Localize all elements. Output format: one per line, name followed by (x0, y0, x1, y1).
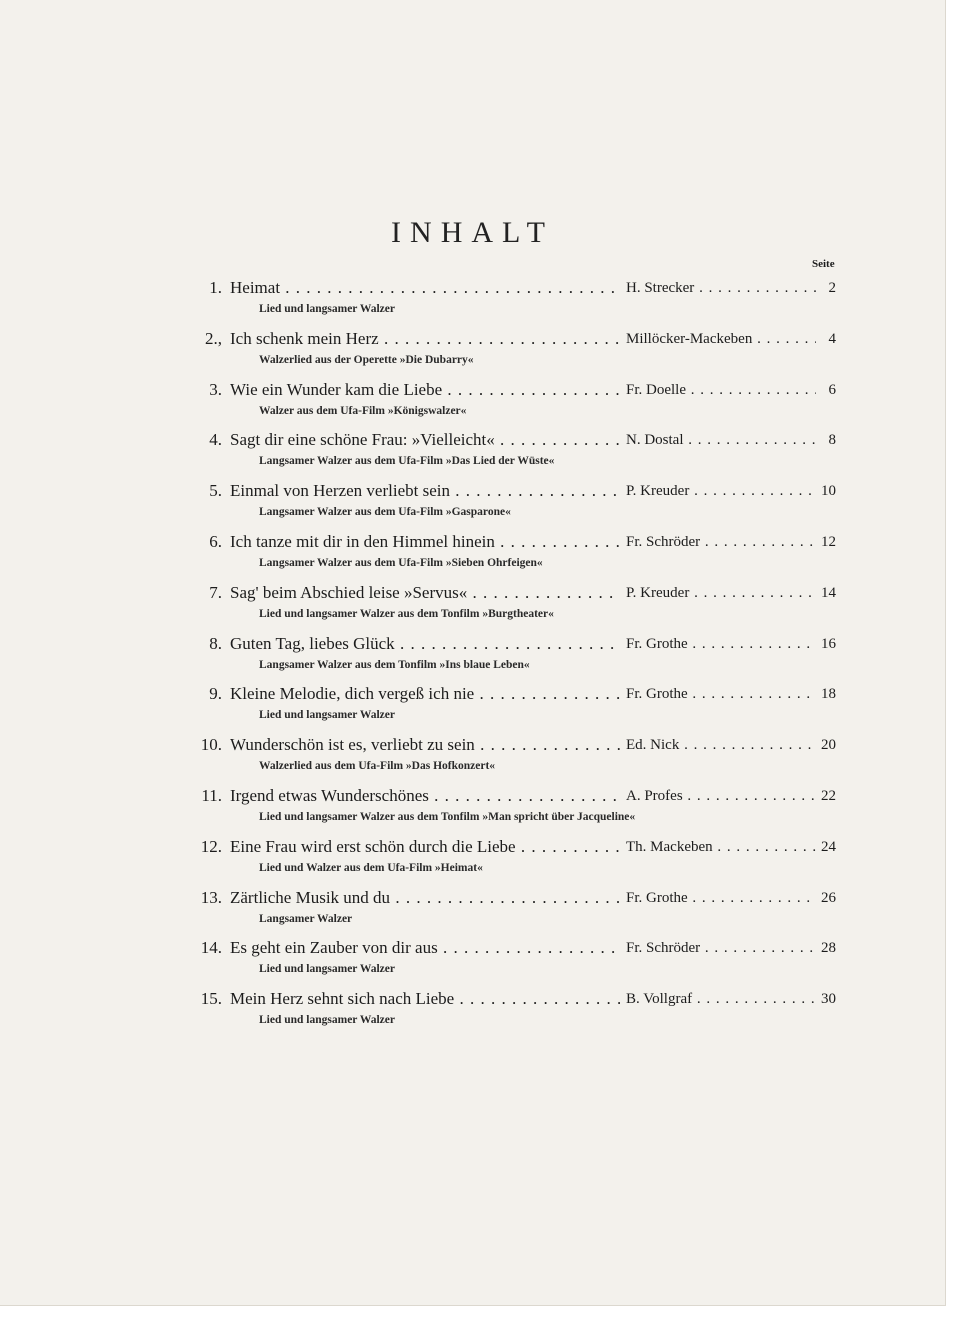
toc-entry-row (0, 428, 945, 452)
toc-entry (0, 479, 945, 531)
toc-entry (0, 784, 945, 836)
composer-name: Fr. Doelle . . . (626, 380, 816, 399)
toc-entry (0, 276, 945, 328)
song-title: Heimat . . . (230, 278, 620, 298)
page-number: 8 (828, 432, 836, 449)
entry-number: 10. (200, 735, 222, 755)
toc-entry-row (0, 276, 945, 300)
song-title: Es geht ein Zauber von dir aus . . . (230, 938, 620, 958)
page-number: 26 (821, 889, 836, 906)
song-title: Ich tanze mit dir in den Himmel hinein . . . (230, 532, 620, 552)
composer-name: N. Dostal . . . (626, 430, 816, 449)
toc-entry (0, 327, 945, 379)
song-title: Eine Frau wird erst schön durch die Liebe . . . (230, 837, 620, 857)
page-number: 30 (821, 991, 836, 1008)
page-title: INHALT (391, 216, 554, 249)
song-title: Mein Herz sehnt sich nach Liebe . . . (230, 989, 620, 1009)
toc-entry-row (0, 987, 945, 1011)
composer-name: Fr. Schröder . . . (626, 938, 816, 957)
entry-number: 3. (209, 379, 222, 399)
entry-number: 7. (209, 582, 222, 602)
toc-entry (0, 733, 945, 785)
entry-number: 12. (200, 836, 222, 856)
entry-number: 15. (200, 989, 222, 1009)
toc-entry (0, 886, 945, 938)
toc-entry-row (0, 479, 945, 503)
song-subtitle: Lied und langsamer Walzer aus dem Tonfilm »Man spricht über Jacqueline« (259, 811, 636, 823)
song-subtitle: Walzerlied aus dem Ufa-Film »Das Hofkonzert« (259, 760, 496, 773)
song-title: Wunderschön ist es, verliebt zu sein . . . (230, 735, 620, 755)
song-title: Guten Tag, liebes Glück . . . (230, 634, 620, 654)
page-number: 20 (821, 737, 836, 754)
toc-entry-row (0, 784, 945, 808)
entry-number: 9. (209, 684, 222, 704)
composer-name: Th. Mackeben . . . (626, 837, 816, 856)
entry-number: 1. (209, 278, 222, 297)
toc-entry-row (0, 327, 945, 351)
song-title: Irgend etwas Wunderschönes . . . (230, 786, 620, 806)
song-subtitle: Lied und langsamer Walzer aus dem Tonfilm »Burgtheater« (259, 607, 554, 620)
composer-name: Fr. Grothe . . . (626, 634, 816, 653)
toc-entry (0, 835, 945, 887)
song-subtitle: Langsamer Walzer (259, 912, 353, 925)
entry-number: 2., (205, 328, 222, 348)
composer-name: A. Profes . . . (626, 786, 816, 805)
toc-entry (0, 632, 945, 684)
composer-name: P. Kreuder . . . (626, 583, 816, 602)
toc-entry-row (0, 682, 945, 706)
song-subtitle: Langsamer Walzer aus dem Ufa-Film »Gasparone« (259, 506, 511, 519)
composer-name: B. Vollgraf . . . (626, 989, 816, 1008)
song-subtitle: Walzerlied aus der Operette »Die Dubarry« (259, 353, 474, 366)
page-number: 4 (828, 330, 836, 347)
song-subtitle: Langsamer Walzer aus dem Tonfilm »Ins blaue Leben« (259, 658, 530, 671)
toc-entry (0, 682, 945, 734)
toc-entry (0, 987, 945, 1039)
toc-entry-row (0, 530, 945, 554)
song-subtitle: Lied und langsamer Walzer (259, 963, 395, 976)
toc-entry-row (0, 835, 945, 859)
toc-entry-row (0, 936, 945, 960)
entry-number: 4. (209, 430, 222, 450)
song-title: Sagt dir eine schöne Frau: »Vielleicht« . . . (230, 430, 620, 450)
composer-name: Fr. Grothe . . . (626, 888, 816, 907)
entry-number: 13. (200, 887, 222, 907)
toc-entry-row (0, 581, 945, 605)
page-number: 12 (821, 534, 836, 550)
page-number: 6 (828, 381, 836, 398)
song-subtitle: Lied und Walzer aus dem Ufa-Film »Heimat« (259, 861, 483, 874)
toc-entry (0, 936, 945, 988)
song-title: Zärtliche Musik und du . . . (230, 888, 620, 908)
song-subtitle: Lied und langsamer Walzer (259, 303, 395, 315)
composer-name: Millöcker-Mackeben . . . (626, 329, 816, 348)
song-title: Einmal von Herzen verliebt sein . . . (230, 481, 620, 501)
toc-entry-row (0, 632, 945, 656)
page-number: 10 (821, 483, 836, 500)
song-title: Wie ein Wunder kam die Liebe . . . (230, 380, 620, 400)
page-number: 14 (821, 584, 836, 601)
entry-number: 8. (209, 633, 222, 653)
page-number: 28 (821, 940, 836, 957)
entry-number: 5. (209, 481, 222, 501)
composer-name: Fr. Grothe . . . (626, 684, 816, 703)
page-number: 18 (821, 686, 836, 703)
toc-entry-row (0, 378, 945, 402)
composer-name: Ed. Nick . . . (626, 735, 816, 754)
page-number: 22 (821, 788, 836, 804)
toc-entry (0, 530, 945, 582)
song-title: Sag' beim Abschied leise »Servus« . . . (230, 583, 620, 603)
song-subtitle: Lied und langsamer Walzer (259, 1014, 395, 1027)
entry-number: 14. (200, 938, 222, 958)
toc-entry-row (0, 733, 945, 757)
entry-number: 11. (201, 786, 222, 805)
page-number: 24 (821, 838, 836, 855)
toc-entry-row (0, 886, 945, 910)
composer-name: P. Kreuder . . . (626, 481, 816, 500)
song-title: Kleine Melodie, dich vergeß ich nie . . . (230, 684, 620, 704)
song-subtitle: Langsamer Walzer aus dem Ufa-Film »Das Lied der Wüste« (259, 455, 555, 468)
song-subtitle: Lied und langsamer Walzer (259, 709, 395, 722)
composer-name: H. Strecker . . . (626, 278, 816, 297)
page-number: 16 (821, 635, 836, 652)
toc-entry (0, 378, 945, 430)
toc-entry (0, 581, 945, 633)
song-title: Ich schenk mein Herz . . . (230, 329, 620, 349)
composer-name: Fr. Schröder . . . (626, 532, 816, 551)
page-column-header: Seite (812, 258, 835, 270)
toc-entry (0, 428, 945, 480)
song-subtitle: Langsamer Walzer aus dem Ufa-Film »Sieben Ohrfeigen« (259, 557, 543, 569)
entry-number: 6. (209, 532, 222, 551)
song-subtitle: Walzer aus dem Ufa-Film »Königswalzer« (259, 404, 467, 417)
page-number: 2 (828, 280, 836, 296)
